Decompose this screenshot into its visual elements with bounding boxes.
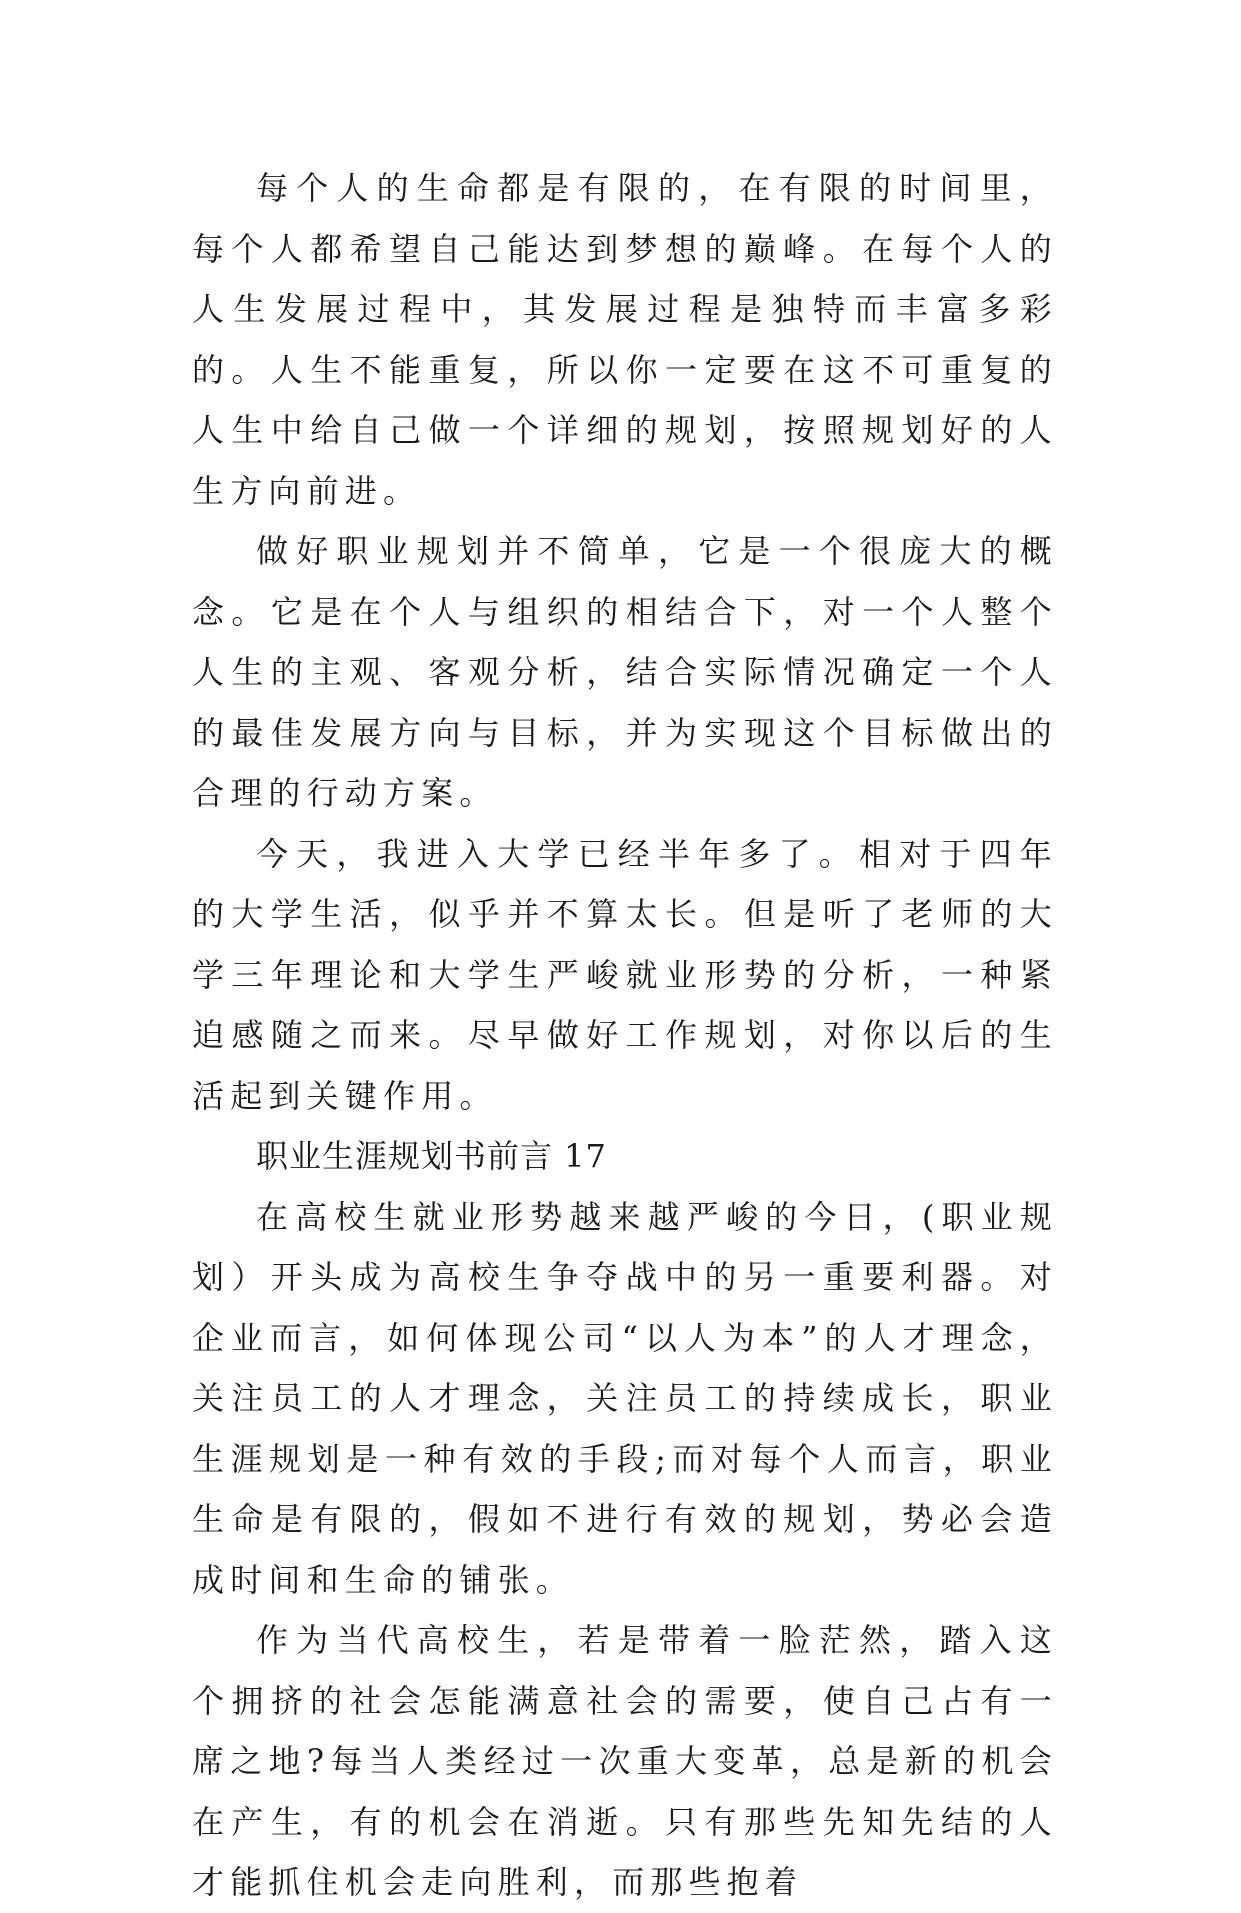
paragraph-3: 今天，我进入大学已经半年多了。相对于四年的大学生活，似乎并不算太长。但是听了老师的大学三年理论和大学生严峻就业形势的分析，一种紧迫感随之而来。尽早做好工作规划，对你以后的生活起到关键作用。 bbox=[192, 834, 1058, 1115]
paragraph-5: 作为当代高校生，若是带着一脸茫然，踏入这个拥挤的社会怎能满意社会的需要，使自己占有一席之地?每当人类经过一次重大变革，总是新的机会在产生，有的机会在消逝。只有那些先知先结的人才能抓住机会走向胜利，而那些抱着 bbox=[192, 1621, 1058, 1901]
paragraph-1: 每个人的生命都是有限的，在有限的时间里，每个人都希望自己能达到梦想的巅峰。在每个人的人生发展过程中，其发展过程是独特而丰富多彩的。人生不能重复，所以你一定要在这不可重复的人生中给自己做一个详细的规划，按照规划好的人生方向前进。 bbox=[192, 169, 1058, 510]
paragraph-4: 在高校生就业形势越来越严峻的今日，(职业规划）开头成为高校生争夺战中的另一重要利器。对企业而言，如何体现公司“以人为本”的人才理念，关注员工的人才理念，关注员工的持续成长，职业生涯规划是一种有效的手段;而对每个人而言，职业生命是有限的，假如不进行有效的规划，势必会造成时间和生命的铺张。 bbox=[192, 1197, 1058, 1599]
section-heading: 职业生涯规划书前言 17 bbox=[256, 1137, 607, 1175]
paragraph-2: 做好职业规划并不简单，它是一个很庞大的概念。它是在个人与组织的相结合下，对一个人整个人生的主观、客观分析，结合实际情况确定一个人的最佳发展方向与目标，并为实现这个目标做出的合理的行动方案。 bbox=[192, 532, 1058, 812]
document-body bbox=[192, 158, 1058, 1913]
